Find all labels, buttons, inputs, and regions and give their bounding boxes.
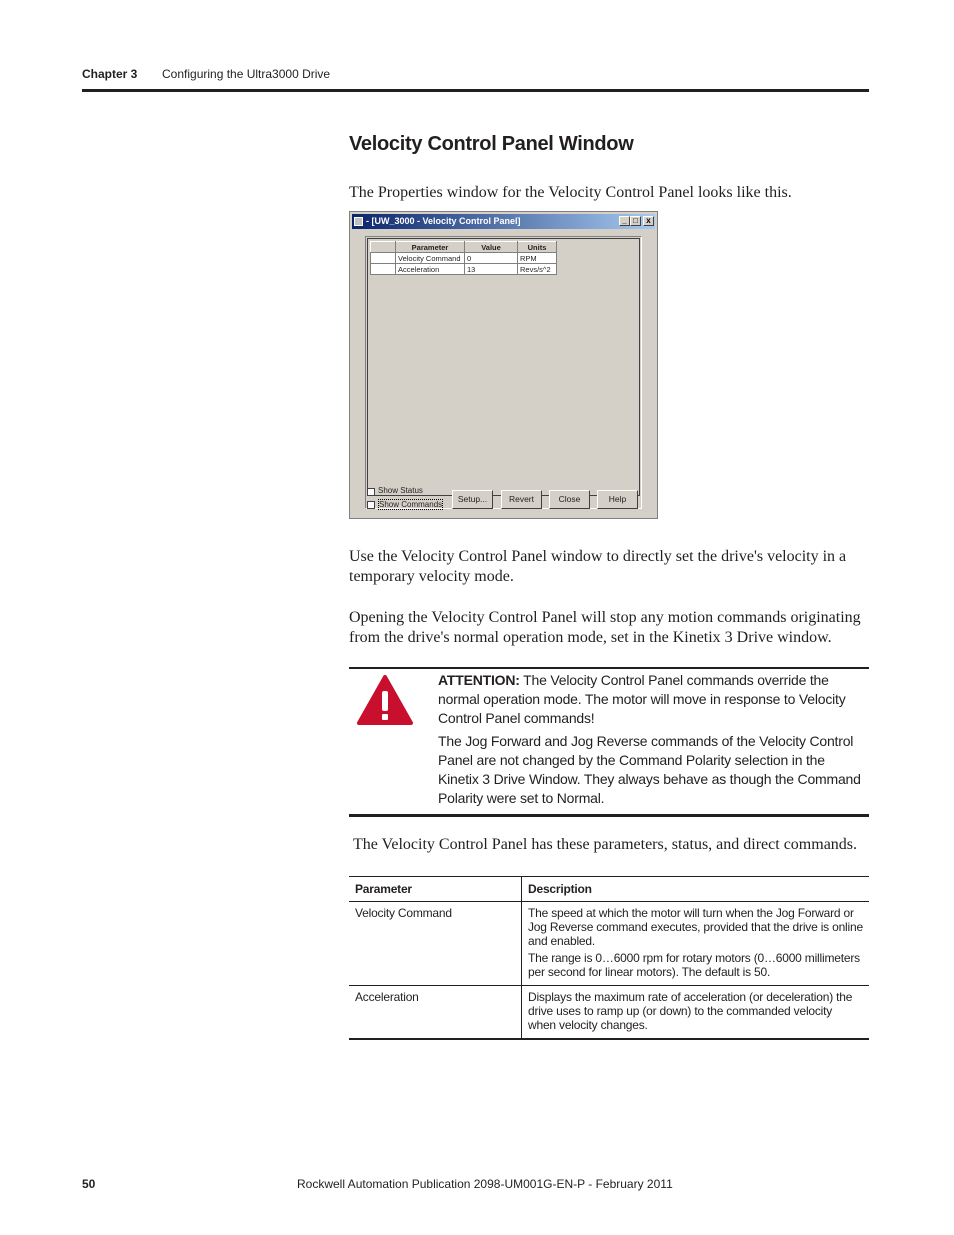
parameter-table — [349, 876, 869, 1040]
revert-button[interactable]: Revert — [501, 490, 542, 509]
velocity-command-value[interactable]: 0 — [465, 253, 518, 264]
attention-rule-top — [349, 667, 869, 669]
grid-row-marker — [371, 253, 396, 264]
section-title: Velocity Control Panel Window — [349, 133, 634, 155]
description-text: Displays the maximum rate of acceleration (or deceleration) the drive uses to ramp up (or down) to the commanded velocity when velocity changes. — [528, 990, 853, 1032]
paragraph-parameters-intro: The Velocity Control Panel has these parameters, status, and direct commands. — [353, 836, 858, 853]
minimize-button[interactable]: _ — [619, 216, 630, 226]
grid-header-parameter: Parameter — [396, 242, 465, 253]
setup-button[interactable]: Setup... — [452, 490, 493, 509]
publication-info: Rockwell Automation Publication 2098-UM001G-EN-P - February 2011 — [297, 1177, 673, 1191]
help-button[interactable]: Help — [597, 490, 638, 509]
table-row — [349, 902, 869, 986]
table-header-parameter: Parameter — [349, 877, 522, 902]
grid-header-value: Value — [465, 242, 518, 253]
window-title: - [UW_3000 - Velocity Control Panel] — [366, 216, 521, 226]
page-number: 50 — [82, 1177, 96, 1191]
attention-body: The Velocity Control Panel commands override the normal operation mode. The motor will move in response to Velocity Control Panel commands! — [438, 672, 846, 726]
paragraph-velocity-usage: Use the Velocity Control Panel window to directly set the drive's velocity in a temporary velocity mode. — [349, 548, 847, 585]
grid-corner — [371, 242, 396, 253]
attention-note: The Jog Forward and Jog Reverse commands of the Velocity Control Panel are not changed by the Command Polarity selection in the Kinetix 3 Drive Window. They always behave as though the Command Polarity were set to Normal. — [438, 733, 861, 806]
description-text: The range is 0…6000 rpm for rotary motors (0…6000 millimeters per second for linear motors). The default is 50. — [528, 951, 860, 979]
grid-cell-units: Revs/s^2 — [518, 264, 557, 275]
table-cell-description — [522, 986, 870, 1040]
property-grid-table — [370, 241, 557, 275]
attention-label: ATTENTION: — [438, 672, 520, 688]
acceleration-value[interactable]: 13 — [465, 264, 518, 275]
grid-header-units: Units — [518, 242, 557, 253]
property-grid[interactable] — [367, 238, 640, 496]
table-cell-parameter: Velocity Command — [349, 902, 522, 986]
attention-text — [438, 671, 868, 728]
show-status-label: Show Status — [378, 486, 423, 495]
header-rule — [82, 89, 869, 92]
window-system-icon[interactable] — [354, 217, 363, 226]
intro-paragraph: The Properties window for the Velocity Control Panel looks like this. — [349, 184, 792, 201]
chapter-label: Chapter 3 — [82, 67, 138, 81]
show-commands-label: Show Commands — [379, 500, 443, 509]
warning-triangle-icon — [356, 674, 414, 726]
grid-cell-parameter: Acceleration — [396, 264, 465, 275]
maximize-button[interactable]: □ — [630, 216, 641, 226]
table-cell-description — [522, 902, 870, 986]
table-header-description: Description — [522, 877, 870, 902]
grid-row-marker — [371, 264, 396, 275]
window-title-bar[interactable] — [352, 214, 655, 229]
close-window-button[interactable]: x — [643, 216, 654, 226]
show-status-checkbox[interactable] — [367, 488, 375, 496]
attention-rule-bottom — [349, 814, 869, 817]
show-commands-checkbox[interactable] — [367, 501, 375, 509]
close-button[interactable]: Close — [549, 490, 590, 509]
velocity-control-panel-window — [349, 211, 658, 519]
table-row — [349, 986, 869, 1040]
table-cell-parameter: Acceleration — [349, 986, 522, 1040]
grid-cell-parameter: Velocity Command — [396, 253, 465, 264]
property-grid-frame — [365, 236, 642, 509]
chapter-title: Configuring the Ultra3000 Drive — [162, 67, 331, 81]
paragraph-stop-motion: Opening the Velocity Control Panel will stop any motion commands originating from the drive's normal operation mode, set in the Kinetix 3 Drive window. — [349, 609, 861, 646]
grid-cell-units: RPM — [518, 253, 557, 264]
description-text: The speed at which the motor will turn when the Jog Forward or Jog Reverse command executes, provided that the drive is online and enabled. — [528, 906, 863, 948]
